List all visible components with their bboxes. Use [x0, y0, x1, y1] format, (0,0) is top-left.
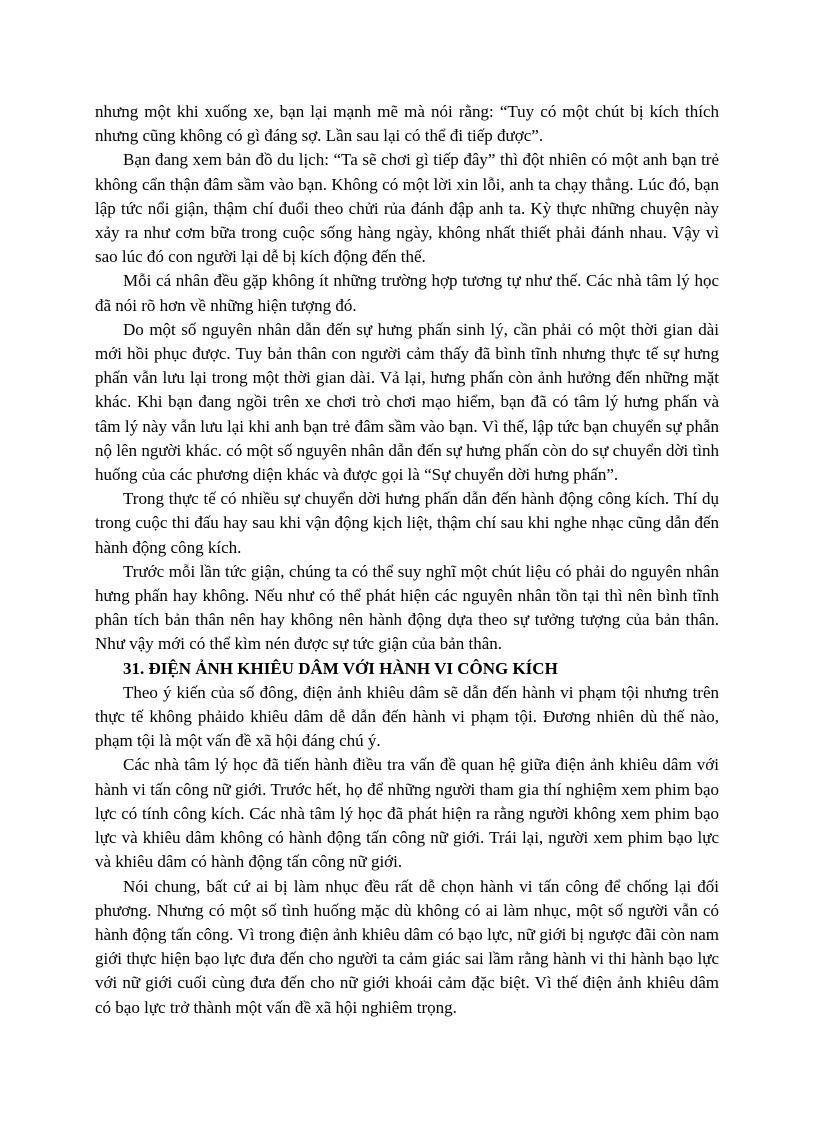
section-heading: 31. ĐIỆN ẢNH KHIÊU DÂM VỚI HÀNH VI CÔNG KÍCH: [123, 658, 558, 678]
paragraph-continuation: nhưng một khi xuống xe, bạn lại mạnh mẽ mà nói rằng: “Tuy có một chút bị kích thích nhưng cũng không có gì đáng sợ. Lần sau lại có thể đi tiếp được”.: [95, 102, 719, 146]
paragraph: Trong thực tế có nhiều sự chuyển dời hưng phấn dẫn đến hành động công kích. Thí dụ trong cuộc thi đấu hay sau khi vận động kịch liệt, thậm chí sau khi nghe nhạc cũng dẫn đến hành động công kích.: [95, 489, 719, 557]
paragraph: Các nhà tâm lý học đã tiến hành điều tra vấn đề quan hệ giữa điện ảnh khiêu dâm với hành vi tấn công nữ giới. Trước hết, họ để những người tham gia thí nghiệm xem phim bạo lực có tính công kích. Các nhà tâm lý học đã phát hiện ra rằng người không xem phim bạo lực và khiêu dâm không có hành động tấn công nữ giới. Trái lại, người xem phim bạo lực và khiêu dâm có hành động tấn công nữ giới.: [95, 755, 719, 872]
document-page: [95, 100, 719, 1020]
paragraph: Mỗi cá nhân đều gặp không ít những trường hợp tương tự như thế. Các nhà tâm lý học đã nói rõ hơn về những hiện tượng đó.: [95, 271, 719, 315]
paragraph: Trước mỗi lần tức giận, chúng ta có thể suy nghĩ một chút liệu có phải do nguyên nhân hưng phấn hay không. Nếu như có thể phát hiện các nguyên nhân tồn tại thì nên bình tĩnh phân tích bản thân nên hay không nên hành động dựa theo sự tưởng tượng của bản thân. Như vậy mới có thể kìm nén được sự tức giận của bản thân.: [95, 561, 719, 654]
paragraph: Do một số nguyên nhân dẫn đến sự hưng phấn sinh lý, cần phải có một thời gian dài mới hồi phục được. Tuy bản thân con người cảm thấy đã bình tĩnh nhưng thực tế sự hưng phấn vẫn lưu lại trong một thời gian dài. Vả lại, hưng phấn còn ảnh hưởng đến những mặt khác. Khi bạn đang ngồi trên xe chơi trò chơi mạo hiểm, bạn đã có tâm lý hưng phấn và tâm lý này vẫn lưu lại khi anh bạn trẻ đâm sầm vào bạn. Vì thế, lập tức bạn chuyển sự phẫn nộ lên người khác. có một số nguyên nhân dẫn đến sự hưng phấn còn do sự chuyển dời tình huống của các phương diện khác và được gọi là “Sự chuyển dời hưng phấn”.: [95, 319, 719, 485]
paragraph: Bạn đang xem bản đồ du lịch: “Ta sẽ chơi gì tiếp đây” thì đột nhiên có một anh bạn trẻ không cẩn thận đâm sầm vào bạn. Không có một lời xin lỗi, anh ta chạy thẳng. Lúc đó, bạn lập tức nổi giận, thậm chí đuổi theo chửi rủa đánh đập anh ta. Kỳ thực những chuyện này xảy ra như cơm bữa trong cuộc sống hàng ngày, không nhất thiết phải đánh nhau. Vậy vì sao lúc đó con người lại dễ bị kích động đến thế.: [95, 150, 719, 267]
paragraph: Nói chung, bất cứ ai bị làm nhục đều rất dễ chọn hành vi tấn công để chống lại đối phương. Nhưng có một số tình huống mặc dù không có ai làm nhục, một số người vẫn có hành động tấn công. Vì trong điện ảnh khiêu dâm có bạo lực, nữ giới bị ngược đãi còn nam giới thực hiện bạo lực đưa đến cho người ta cảm giác sai lầm rằng hành vi thi hành bạo lực với nữ giới cuối cùng đưa đến cho nữ giới khoái cảm đặc biệt. Vì thế điện ảnh khiêu dâm có bạo lực trở thành một vấn đề xã hội nghiêm trọng.: [95, 876, 719, 1017]
paragraph: Theo ý kiến của số đông, điện ảnh khiêu dâm sẽ dẫn đến hành vi phạm tội nhưng trên thực tế không phảido khiêu dâm dễ dẫn đến hành vi phạm tội. Đương nhiên dù thế nào, phạm tội là một vấn đề xã hội đáng chú ý.: [95, 682, 719, 751]
